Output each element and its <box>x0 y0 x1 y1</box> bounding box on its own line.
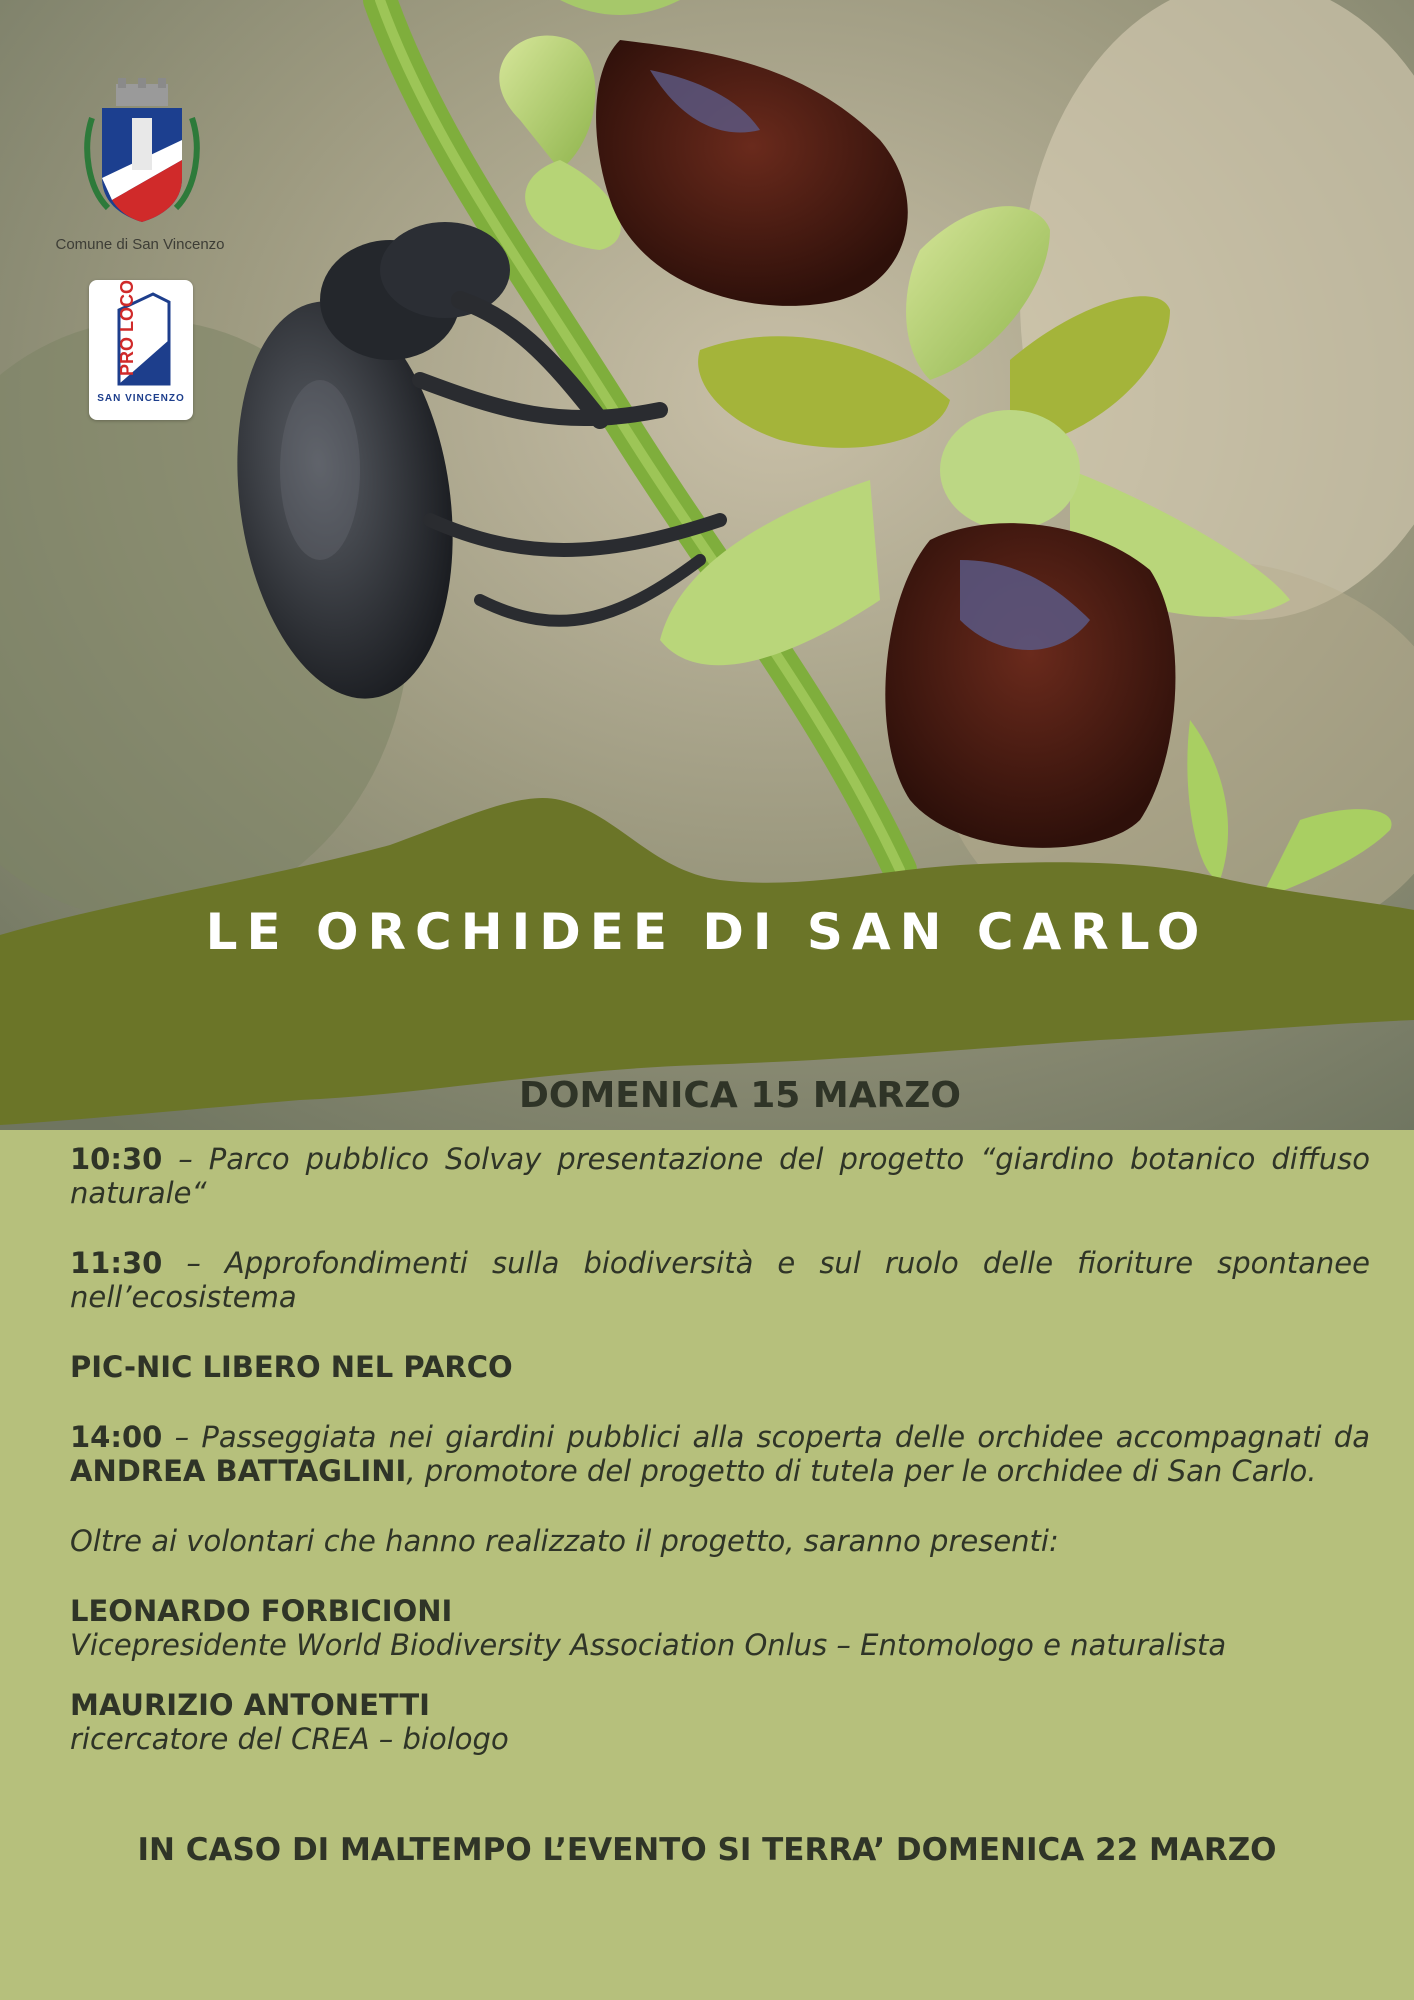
program-time: 10:30 <box>70 1142 163 1176</box>
picnic-line: PIC-NIC LIBERO NEL PARCO <box>70 1350 513 1384</box>
walk-text-before: – Passeggiata nei giardini pubblici alla scoperta delle orchidee accompagnati da <box>162 1420 1370 1454</box>
speaker-1 <box>70 1594 1370 1662</box>
weather-notice: IN CASO DI MALTEMPO L’EVENTO SI TERRA’ DOMENICA 22 MARZO <box>137 1832 1277 1868</box>
proloco-mark: PRO LOCO <box>117 280 137 376</box>
walk-guide-name: ANDREA BATTAGLINI <box>70 1454 407 1488</box>
event-title: LE ORCHIDEE DI SAN CARLO <box>205 903 1209 961</box>
comune-crest-logo <box>78 78 206 228</box>
proloco-logo <box>89 280 193 420</box>
program-item-2 <box>70 1246 1370 1314</box>
program-item-1 <box>70 1142 1370 1210</box>
program-time: 11:30 <box>70 1246 163 1280</box>
speaker-role: Vicepresidente World Biodiversity Association Onlus – Entomologo e naturalista <box>70 1628 1227 1662</box>
volunteers-intro: Oltre ai volontari che hanno realizzato il progetto, saranno presenti: <box>70 1524 1059 1558</box>
speaker-name: MAURIZIO ANTONETTI <box>70 1688 430 1722</box>
program-content <box>70 1075 1370 1782</box>
speaker-name: LEONARDO FORBICIONI <box>70 1594 453 1628</box>
walk-time: 14:00 <box>70 1420 163 1454</box>
comune-caption: Comune di San Vincenzo <box>55 236 225 253</box>
program-description: – Parco pubblico Solvay presentazione del progetto “giardino botanico diffuso naturale“ <box>70 1142 1370 1210</box>
event-date: DOMENICA 15 MARZO <box>519 1075 961 1116</box>
walk-text-after: , promotore del progetto di tutela per le orchidee di San Carlo. <box>406 1454 1317 1488</box>
proloco-caption: SAN VINCENZO <box>97 393 185 404</box>
program-description: – Approfondimenti sulla biodiversità e sul ruolo delle fioriture spontanee nell’ecosistema <box>70 1246 1370 1314</box>
program-item-walk <box>70 1420 1370 1488</box>
speaker-2 <box>70 1688 1370 1756</box>
speaker-role: ricercatore del CREA – biologo <box>70 1722 509 1756</box>
